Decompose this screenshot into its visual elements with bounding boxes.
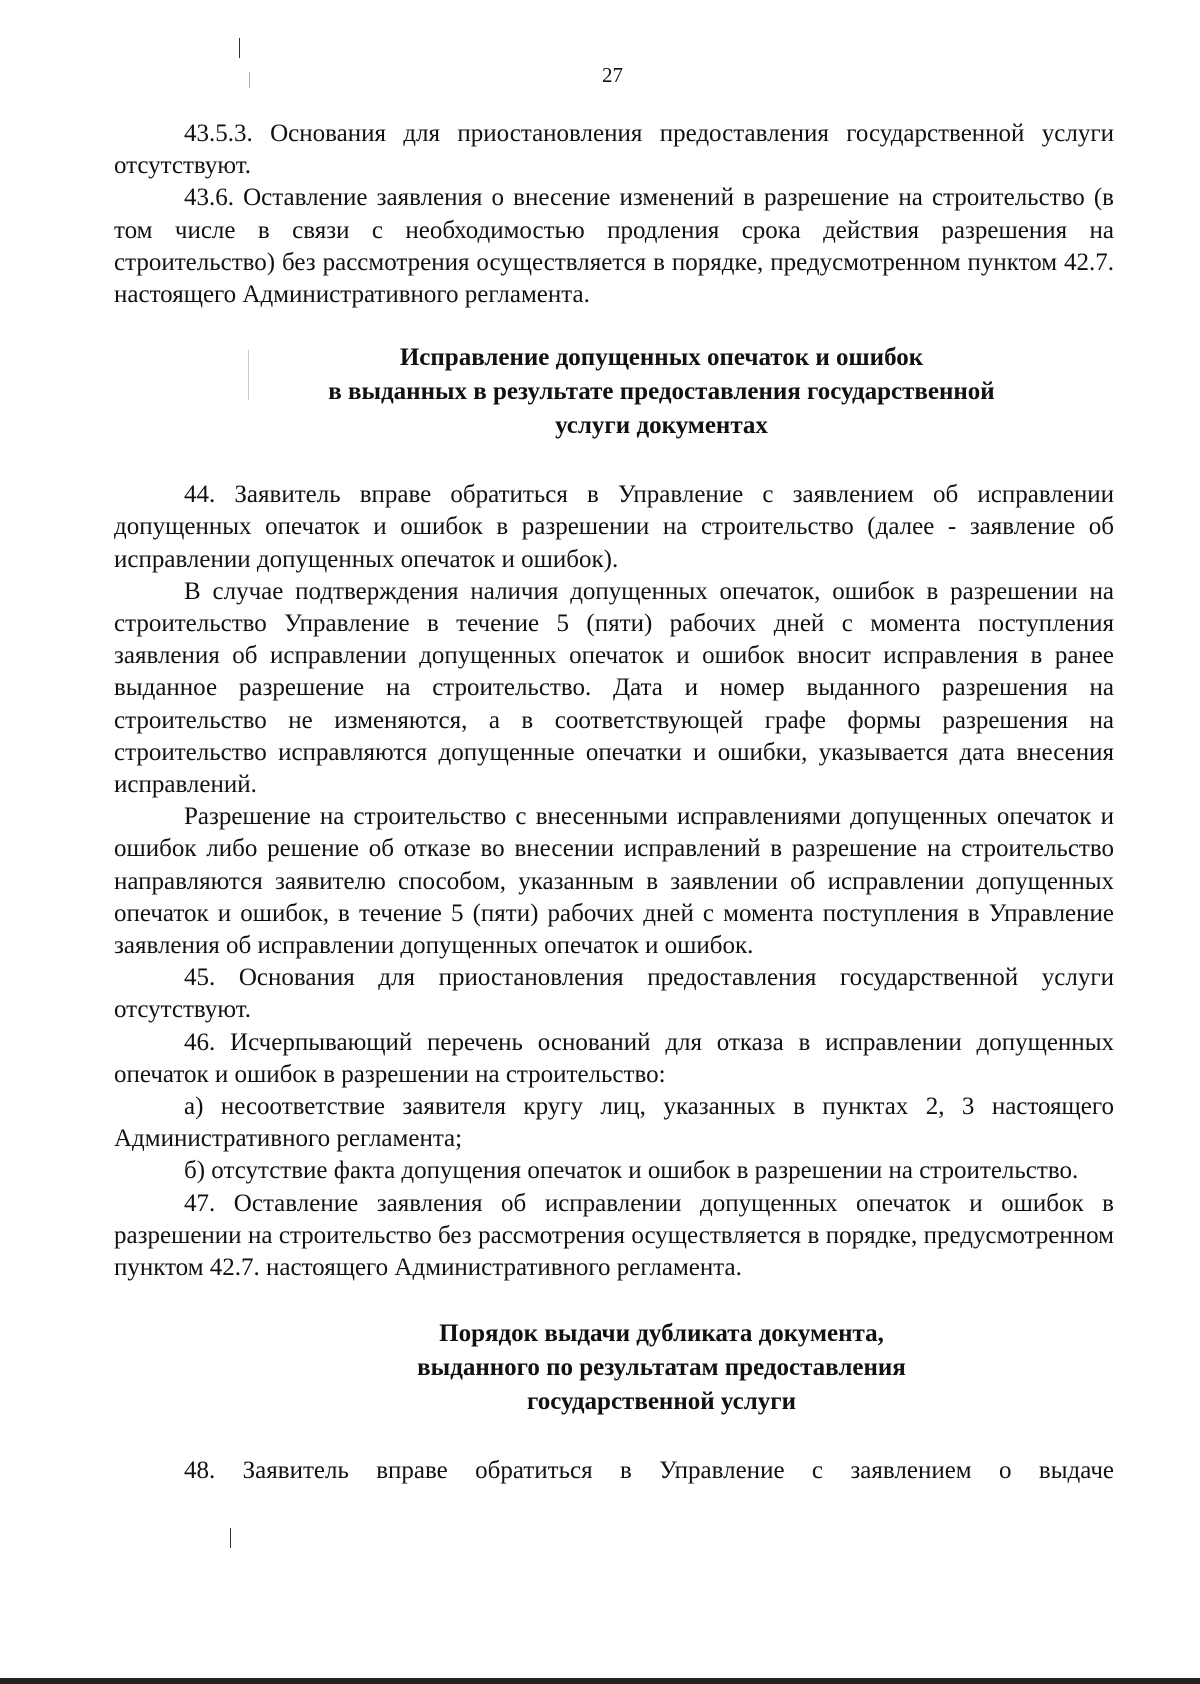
paragraph-45: 45. Основания для приостановления предоставления государственной услуги отсутствуют. (114, 964, 1114, 1024)
heading-line: Исправление допущенных опечаток и ошибок (399, 344, 924, 372)
scan-artifact-mark (249, 72, 250, 88)
scan-artifact-mark (230, 1528, 231, 1548)
paragraph-48: 48. Заявитель вправе обратиться в Управление с заявлением о выдаче (184, 1457, 1114, 1485)
paragraph-47: 47. Оставление заявления об исправлении допущенных опечаток и ошибок в разрешении на строительство без рассмотрения осуществляется в порядке, предусмотренном пунктом 42.7. настоящего Административного регламента. (114, 1189, 1114, 1282)
heading-line: Порядок выдачи дубликата документа, (439, 1320, 884, 1348)
paragraph-46: 46. Исчерпывающий перечень оснований для отказа в исправлении допущенных опечаток и ошибок в разрешении на строительство: (114, 1028, 1114, 1088)
scan-artifact-mark (239, 38, 240, 58)
heading-line: услуги документах (555, 412, 768, 440)
section-heading-typos (114, 341, 1114, 443)
section-heading-duplicate (114, 1317, 1114, 1419)
paragraph-43-5-3: 43.5.3. Основания для приостановления предоставления государственной услуги отсутствуют. (114, 120, 1114, 180)
scan-bottom-edge (0, 1678, 1200, 1684)
paragraph-46-a: а) несоответствие заявителя кругу лиц, указанных в пунктах 2, 3 настоящего Административного регламента; (114, 1093, 1114, 1153)
paragraph-43-6: 43.6. Оставление заявления о внесение изменений в разрешение на строительство (в том числе в связи с необходимостью продления срока действия разрешения на строительство) без рассмотрения осуществляется в порядке, предусмотренном пунктом 42.7. настоящего Административного регламента. (114, 184, 1114, 309)
paragraph-44-permit: Разрешение на строительство с внесенными исправлениями допущенных опечаток и ошибок либо решение об отказе во внесении исправлений в разрешение на строительство направляются заявителю способом, указанным в заявлении об исправлении допущенных опечаток и ошибок, в течение 5 (пяти) рабочих дней с момента поступления в Управление заявления об исправлении допущенных опечаток и ошибок. (114, 803, 1114, 960)
heading-line: государственной услуги (526, 1388, 797, 1416)
document-body (114, 118, 1114, 1488)
paragraph-44: 44. Заявитель вправе обратиться в Управление с заявлением об исправлении допущенных опечаток и ошибок в разрешении на строительство (далее - заявление об исправлении допущенных опечаток и ошибок). (114, 481, 1114, 573)
heading-line: в выданных в результате предоставления государственной (328, 378, 995, 406)
paragraph-46-b: б) отсутствие факта допущения опечаток и ошибок в разрешении на строительство. (184, 1157, 1079, 1185)
heading-line: выданного по результатам предоставления (417, 1354, 906, 1382)
paragraph-44-case: В случае подтверждения наличия допущенных опечаток, ошибок в разрешении на строительство Управление в течение 5 (пяти) рабочих дней с момента поступления заявления об исправлении допущенных опечаток и ошибок вносит исправления в ранее выданное разрешение на строительство. Дата и номер выданного разрешения на строительство не изменяются, а в соответствующей графе формы разрешения на строительство исправляются допущенные опечатки и ошибки, указывается дата внесения исправлений. (114, 577, 1114, 799)
page-number: 27 (602, 63, 623, 87)
